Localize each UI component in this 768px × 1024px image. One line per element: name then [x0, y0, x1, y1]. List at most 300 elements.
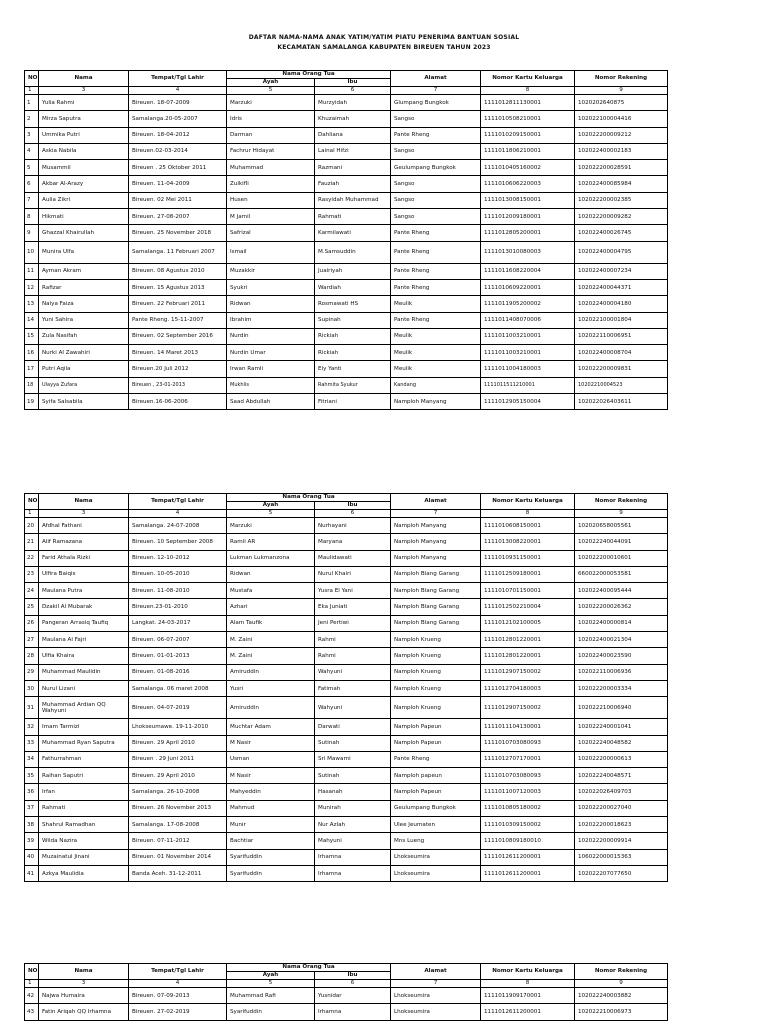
row-ayah: Idris — [227, 111, 315, 127]
row-no: 35 — [25, 768, 39, 784]
row-rekening: 102022026403611 — [575, 394, 668, 410]
column-index-8: 9 — [575, 87, 668, 95]
row-nama: Ulfia Khaira — [39, 648, 129, 664]
row-no: 5 — [25, 160, 39, 176]
row-ibu: Fitriani — [315, 394, 391, 410]
table-row — [25, 599, 668, 615]
table-row — [25, 111, 668, 127]
row-ibu: Hasanah — [315, 784, 391, 800]
row-ayah: Darman — [227, 127, 315, 143]
row-rekening: 102022400085984 — [575, 176, 668, 192]
row-ttl: Bireuen. 08 Agustus 2010 — [129, 263, 227, 279]
row-ayah: Munir — [227, 817, 315, 833]
row-ibu: Wardiah — [315, 279, 391, 295]
row-ayah: Lukman Lukmanzona — [227, 550, 315, 566]
row-no: 34 — [25, 751, 39, 767]
row-kk: 1111012102100005 — [481, 615, 575, 631]
row-rekening: 102022400002183 — [575, 143, 668, 159]
header-alamat: Alamat — [391, 964, 481, 980]
row-ayah: Safrizal — [227, 225, 315, 241]
row-kk: 1111010703080093 — [481, 735, 575, 751]
row-ibu: Nurul Khairi — [315, 566, 391, 582]
row-ttl: Bireuen. 18-04-2012 — [129, 127, 227, 143]
row-rekening: 102022200009282 — [575, 209, 668, 225]
row-alamat: Meulik — [391, 328, 481, 344]
row-nama: Maulana Al Fajri — [39, 632, 129, 648]
row-nama: Syifa Salsabila — [39, 394, 129, 410]
row-nama: Ulfira Baiqis — [39, 566, 129, 582]
row-ayah: M Nasir — [227, 768, 315, 784]
column-index-7: 8 — [481, 87, 575, 95]
row-kk: 1111011408070006 — [481, 312, 575, 328]
row-ayah: Muchtar Adam — [227, 719, 315, 735]
row-nama: Nurul Lizani — [39, 680, 129, 696]
row-kk: 1111010405160002 — [481, 160, 575, 176]
table-row — [25, 833, 668, 849]
column-index-row — [25, 980, 668, 988]
row-no: 20 — [25, 518, 39, 534]
row-no: 2 — [25, 111, 39, 127]
row-rekening: 102022110006951 — [575, 328, 668, 344]
row-ayah: Syarifuddin — [227, 1004, 315, 1020]
row-no: 33 — [25, 735, 39, 751]
table-row — [25, 988, 668, 1004]
table-row — [25, 518, 668, 534]
row-alamat: Glumpang Bungkok — [391, 95, 481, 111]
row-ayah: Nurdin — [227, 328, 315, 344]
header-no: NO — [25, 71, 39, 87]
row-alamat: Pante Rheng — [391, 263, 481, 279]
column-index-row — [25, 510, 668, 518]
row-rekening: 102022240003882 — [575, 988, 668, 1004]
row-ttl: Samalanga. 06 maret 2008 — [129, 680, 227, 696]
row-ttl: Bireuen. 07-09-2013 — [129, 988, 227, 1004]
row-no: 42 — [25, 988, 39, 1004]
table-row — [25, 648, 668, 664]
row-alamat: Namploh Manyang — [391, 394, 481, 410]
column-index-2: 3 — [39, 980, 129, 988]
table-row — [25, 192, 668, 208]
row-ttl: Bireuen . 25 Oktober 2011 — [129, 160, 227, 176]
row-no: 8 — [25, 209, 39, 225]
row-ibu: Rahmi — [315, 632, 391, 648]
row-ttl: Bireuen. 14 Maret 2013 — [129, 345, 227, 361]
row-ibu: Irhamna — [315, 849, 391, 865]
row-alamat: Pante Rheng — [391, 241, 481, 263]
row-kk: 1111010309150002 — [481, 817, 575, 833]
table-row — [25, 550, 668, 566]
row-nama: Raihan Saputri — [39, 768, 129, 784]
column-index-8: 9 — [575, 980, 668, 988]
row-alamat: Lhokseumira — [391, 1004, 481, 1020]
row-kk: 1111011104130001 — [481, 719, 575, 735]
row-ibu: Rickiah — [315, 345, 391, 361]
row-rekening: 102022207077650 — [575, 865, 668, 881]
row-nama: Muhammad Maulidin — [39, 664, 129, 680]
row-rekening: 102022200003334 — [575, 680, 668, 696]
row-ayah: Muzakkir — [227, 263, 315, 279]
row-rekening: 102022200002385 — [575, 192, 668, 208]
header-nomor-rekening: Nomor Rekening — [575, 494, 668, 510]
row-ttl: Samalanga.20-05-2007 — [129, 111, 227, 127]
table-row — [25, 361, 668, 377]
column-index-1: 1 — [25, 980, 39, 988]
row-kk: 1111013008150001 — [481, 192, 575, 208]
row-ayah: Syarifuddin — [227, 849, 315, 865]
row-nama: Wilda Nazira — [39, 833, 129, 849]
row-ttl: Bireuen. 01 November 2014 — [129, 849, 227, 865]
header-nama: Nama — [39, 964, 129, 980]
row-ttl: Bireuen. 10-05-2010 — [129, 566, 227, 582]
header-ibu: Ibu — [315, 972, 391, 980]
row-ayah: Syarifuddin — [227, 865, 315, 881]
row-nama: Maulana Putra — [39, 583, 129, 599]
row-alamat: Meulik — [391, 361, 481, 377]
row-ayah: Syukri — [227, 279, 315, 295]
row-rekening: 102022240048582 — [575, 735, 668, 751]
table-row — [25, 817, 668, 833]
table-row — [25, 312, 668, 328]
table-row — [25, 160, 668, 176]
row-rekening: 102022110006936 — [575, 664, 668, 680]
row-ayah: Alam Taufik — [227, 615, 315, 631]
header-nama-orang-tua: Nama Orang Tua — [227, 71, 391, 79]
row-ttl: Bireuen. 02 Mei 2011 — [129, 192, 227, 208]
row-rekening: 102022400000814 — [575, 615, 668, 631]
row-rekening: 102022240001041 — [575, 719, 668, 735]
row-ttl: Bireuen.23-01-2010 — [129, 599, 227, 615]
row-ttl: Bireuen. 25 November 2018 — [129, 225, 227, 241]
row-alamat: Sangso — [391, 111, 481, 127]
row-rekening: 102022026409703 — [575, 784, 668, 800]
row-rekening: 102022400021304 — [575, 632, 668, 648]
row-no: 21 — [25, 534, 39, 550]
row-rekening: 102022400008704 — [575, 345, 668, 361]
row-alamat: Namploh Blang Garang — [391, 566, 481, 582]
row-alamat: Lhokseumira — [391, 865, 481, 881]
row-ayah: Marzuki — [227, 95, 315, 111]
row-rekening: 102022240044091 — [575, 534, 668, 550]
row-ibu: Sutinah — [315, 735, 391, 751]
row-no: 31 — [25, 697, 39, 719]
row-ibu: Rahmita Syukur — [315, 377, 391, 393]
row-ayah: M Nasir — [227, 735, 315, 751]
row-nama: Yulia Rahmi — [39, 95, 129, 111]
row-nama: Pangeran Arrasiq Taufiq — [39, 615, 129, 631]
header-nama: Nama — [39, 494, 129, 510]
table-row — [25, 615, 668, 631]
row-ayah: Amiruddin — [227, 664, 315, 680]
row-ibu: Sri Mawarni — [315, 751, 391, 767]
row-kk: 1111012704180003 — [481, 680, 575, 696]
row-nama: Imam Tarmizi — [39, 719, 129, 735]
row-kk: 1111010703080093 — [481, 768, 575, 784]
row-nama: Ayman Akram — [39, 263, 129, 279]
table-row — [25, 735, 668, 751]
row-ibu: Khuzaimah — [315, 111, 391, 127]
row-no: 26 — [25, 615, 39, 631]
row-alamat: Namploh Manyang — [391, 550, 481, 566]
row-ayah: Fachrur Hidayat — [227, 143, 315, 159]
row-no: 24 — [25, 583, 39, 599]
column-index-3: 4 — [129, 980, 227, 988]
row-rekening: 102022200018623 — [575, 817, 668, 833]
table-row — [25, 263, 668, 279]
beneficiary-table-3 — [24, 963, 668, 1021]
row-ibu: Jeni Pertiwi — [315, 615, 391, 631]
row-ayah: Amiruddin — [227, 697, 315, 719]
row-kk: 1111012805200001 — [481, 225, 575, 241]
row-no: 39 — [25, 833, 39, 849]
row-rekening: 102022400007234 — [575, 263, 668, 279]
row-nama: Irfan — [39, 784, 129, 800]
header-ayah: Ayah — [227, 972, 315, 980]
header-row — [25, 71, 668, 79]
header-no: NO — [25, 964, 39, 980]
row-nama: Afdhal Fathani — [39, 518, 129, 534]
row-ibu: Maulidawati — [315, 550, 391, 566]
row-kk: 1111012509180001 — [481, 566, 575, 582]
row-ttl: Bireuen.02-03-2014 — [129, 143, 227, 159]
row-nama: Rahmati — [39, 800, 129, 816]
column-index-6: 7 — [391, 87, 481, 95]
row-ibu: Fatimah — [315, 680, 391, 696]
row-ayah: Azhari — [227, 599, 315, 615]
row-alamat: Namploh Krueng — [391, 697, 481, 719]
row-alamat: Sangso — [391, 209, 481, 225]
row-nama: Yuni Sahira — [39, 312, 129, 328]
row-nama: Akbar Al-Arazy — [39, 176, 129, 192]
header-ibu: Ibu — [315, 502, 391, 510]
row-alamat: Namploh Krueng — [391, 680, 481, 696]
column-index-1: 1 — [25, 87, 39, 95]
row-alamat: Namploh Blang Garang — [391, 615, 481, 631]
row-rekening: 102022400026745 — [575, 225, 668, 241]
row-alamat: Mns Lueng — [391, 833, 481, 849]
row-ibu: Mahyuni — [315, 833, 391, 849]
header-nama-orang-tua: Nama Orang Tua — [227, 494, 391, 502]
row-alamat: Namploh Blang Garang — [391, 599, 481, 615]
row-no: 30 — [25, 680, 39, 696]
row-ayah: Ismail — [227, 241, 315, 263]
row-kk: 1111012611200001 — [481, 865, 575, 881]
table-row — [25, 328, 668, 344]
header-ayah: Ayah — [227, 502, 315, 510]
column-index-5: 6 — [315, 87, 391, 95]
row-no: 41 — [25, 865, 39, 881]
table-row — [25, 664, 668, 680]
document-title-line-1: DAFTAR NAMA-NAMA ANAK YATIM/YATIM PIATU PENERIMA BANTUAN SOSIAL — [248, 34, 520, 41]
column-index-row — [25, 87, 668, 95]
column-index-6: 7 — [391, 980, 481, 988]
column-index-2: 3 — [39, 510, 129, 518]
table-row — [25, 176, 668, 192]
row-ayah: M. Zaini — [227, 648, 315, 664]
row-ttl: Bireuen , 23-01-2013 — [129, 377, 227, 393]
row-ayah: Marzuki — [227, 518, 315, 534]
row-nama: Shahrul Ramadhan — [39, 817, 129, 833]
column-index-5: 6 — [315, 980, 391, 988]
row-kk: 1111012907150002 — [481, 697, 575, 719]
table-row — [25, 377, 668, 393]
row-alamat: Namploh Krueng — [391, 632, 481, 648]
row-ibu: Ely Yanti — [315, 361, 391, 377]
row-kk: 1111012611200001 — [481, 849, 575, 865]
row-ayah: M. Zaini — [227, 632, 315, 648]
row-ibu: Wahyuni — [315, 664, 391, 680]
row-kk: 1111011511210001 — [481, 377, 575, 393]
row-ayah: Mustafa — [227, 583, 315, 599]
header-tempat-tgl-lahir: Tempat/Tgl Lahir — [129, 494, 227, 510]
row-kk: 1111013010080003 — [481, 241, 575, 263]
row-kk: 1111012611200001 — [481, 1004, 575, 1020]
table-row — [25, 566, 668, 582]
row-nama: Alif Ramazana — [39, 534, 129, 550]
row-no: 43 — [25, 1004, 39, 1020]
row-nama: Munira Ulfa — [39, 241, 129, 263]
row-ttl: Samalanga. 17-08-2008 — [129, 817, 227, 833]
row-no: 16 — [25, 345, 39, 361]
table-row — [25, 534, 668, 550]
column-index-4: 5 — [227, 510, 315, 518]
table-row — [25, 143, 668, 159]
row-ttl: Bireuen. 07-11-2012 — [129, 833, 227, 849]
row-rekening: 102022200026362 — [575, 599, 668, 615]
row-ttl: Bireuen. 18-07-2009 — [129, 95, 227, 111]
row-ibu: Irhamna — [315, 1004, 391, 1020]
row-rekening: 102022200009914 — [575, 833, 668, 849]
row-no: 18 — [25, 377, 39, 393]
row-no: 15 — [25, 328, 39, 344]
row-ttl: Bireuen.16-06-2006 — [129, 394, 227, 410]
row-alamat: Pante Rheng — [391, 751, 481, 767]
row-nama: Ummika Putri — [39, 127, 129, 143]
row-rekening: 102022400004180 — [575, 296, 668, 312]
row-kk: 1111011608220004 — [481, 263, 575, 279]
row-ttl: Bireuen. 10 September 2008 — [129, 534, 227, 550]
row-ibu: Yusnidar — [315, 988, 391, 1004]
header-nomor-kartu-keluarga: Nomor Kartu Keluarga — [481, 71, 575, 87]
row-ttl: Samalanga. 24-07-2008 — [129, 518, 227, 534]
row-nama: Nurki Al Zawahiri — [39, 345, 129, 361]
row-ttl: Samalanga. 11 Februari 2007 — [129, 241, 227, 263]
row-ibu: Murzyidah — [315, 95, 391, 111]
row-ttl: Bireuen. 02 September 2016 — [129, 328, 227, 344]
row-ayah: Saad Abdullah — [227, 394, 315, 410]
row-nama: Rafizar — [39, 279, 129, 295]
column-index-4: 5 — [227, 980, 315, 988]
row-rekening: 102022200000613 — [575, 751, 668, 767]
table-row — [25, 697, 668, 719]
table-row — [25, 800, 668, 816]
row-ibu: Lainal Hifzi — [315, 143, 391, 159]
row-alamat: Lhokseumira — [391, 988, 481, 1004]
table-row — [25, 279, 668, 295]
table-row — [25, 241, 668, 263]
row-rekening: 10202210004523 — [575, 377, 668, 393]
row-nama: Zula Nasifah — [39, 328, 129, 344]
row-ttl: Samalanga. 26-10-2008 — [129, 784, 227, 800]
row-no: 6 — [25, 176, 39, 192]
table-row — [25, 719, 668, 735]
column-index-6: 7 — [391, 510, 481, 518]
row-kk: 1111011806210001 — [481, 143, 575, 159]
row-rekening: 102022400023590 — [575, 648, 668, 664]
row-alamat: Namploh Krueng — [391, 648, 481, 664]
row-rekening: 102022200009831 — [575, 361, 668, 377]
row-ibu: Fauziah — [315, 176, 391, 192]
row-kk: 1111010209150001 — [481, 127, 575, 143]
row-ayah: Mahmud — [227, 800, 315, 816]
table-row — [25, 751, 668, 767]
row-ttl: Lhokseumawe. 19-11-2010 — [129, 719, 227, 735]
row-rekening: 102022200009212 — [575, 127, 668, 143]
row-ttl: Bireuen. 26 November 2013 — [129, 800, 227, 816]
row-no: 28 — [25, 648, 39, 664]
row-no: 10 — [25, 241, 39, 263]
row-ttl: Langkat. 24-03-2017 — [129, 615, 227, 631]
header-nomor-rekening: Nomor Rekening — [575, 71, 668, 87]
row-ibu: Wahyuni — [315, 697, 391, 719]
row-no: 29 — [25, 664, 39, 680]
row-kk: 1111011004180003 — [481, 361, 575, 377]
row-ttl: Pante Rheng. 15-11-2007 — [129, 312, 227, 328]
row-kk: 1111012801220001 — [481, 648, 575, 664]
row-alamat: Ulee Jeumaten — [391, 817, 481, 833]
row-ttl: Bireuen. 06-07-2007 — [129, 632, 227, 648]
row-ibu: Nur Azlah — [315, 817, 391, 833]
row-nama: Muzainatul Jinani — [39, 849, 129, 865]
row-alamat: Pante Rheng — [391, 127, 481, 143]
table-row — [25, 225, 668, 241]
row-nama: Mirza Saputra — [39, 111, 129, 127]
row-ibu: Sutinah — [315, 768, 391, 784]
row-ibu: Rahmi — [315, 648, 391, 664]
row-ayah: Ramli AR — [227, 534, 315, 550]
column-index-7: 8 — [481, 510, 575, 518]
row-no: 3 — [25, 127, 39, 143]
row-kk: 1111011909170001 — [481, 988, 575, 1004]
row-ttl: Bireuen. 04-07-2019 — [129, 697, 227, 719]
row-nama: Ulayya Zufara — [39, 377, 129, 393]
row-ayah: Yusri — [227, 680, 315, 696]
row-kk: 1111010608150001 — [481, 518, 575, 534]
row-kk: 1111012707170001 — [481, 751, 575, 767]
row-rekening: 106022000015363 — [575, 849, 668, 865]
row-alamat: Sangso — [391, 192, 481, 208]
row-ayah: Muhammad — [227, 160, 315, 176]
row-kk: 1111012801220001 — [481, 632, 575, 648]
row-kk: 1111010931150001 — [481, 550, 575, 566]
column-index-1: 1 — [25, 510, 39, 518]
row-no: 23 — [25, 566, 39, 582]
row-ayah: Ridwan — [227, 296, 315, 312]
header-ayah: Ayah — [227, 79, 315, 87]
row-kk: 1111011003210001 — [481, 345, 575, 361]
column-index-3: 4 — [129, 87, 227, 95]
row-nama: Azkya Maulidia — [39, 865, 129, 881]
row-alamat: Geulumpang Bungkok — [391, 800, 481, 816]
row-alamat: Lhokseumira — [391, 849, 481, 865]
table-row — [25, 680, 668, 696]
row-kk: 1111011003210001 — [481, 328, 575, 344]
row-nama: Ghazzal Khairullah — [39, 225, 129, 241]
row-ayah: Muhammad Rafi — [227, 988, 315, 1004]
row-ttl: Bireuen. 11-04-2009 — [129, 176, 227, 192]
row-kk: 1111013008220001 — [481, 534, 575, 550]
row-nama: Fathurrahman — [39, 751, 129, 767]
row-nama: Naiya Faiza — [39, 296, 129, 312]
